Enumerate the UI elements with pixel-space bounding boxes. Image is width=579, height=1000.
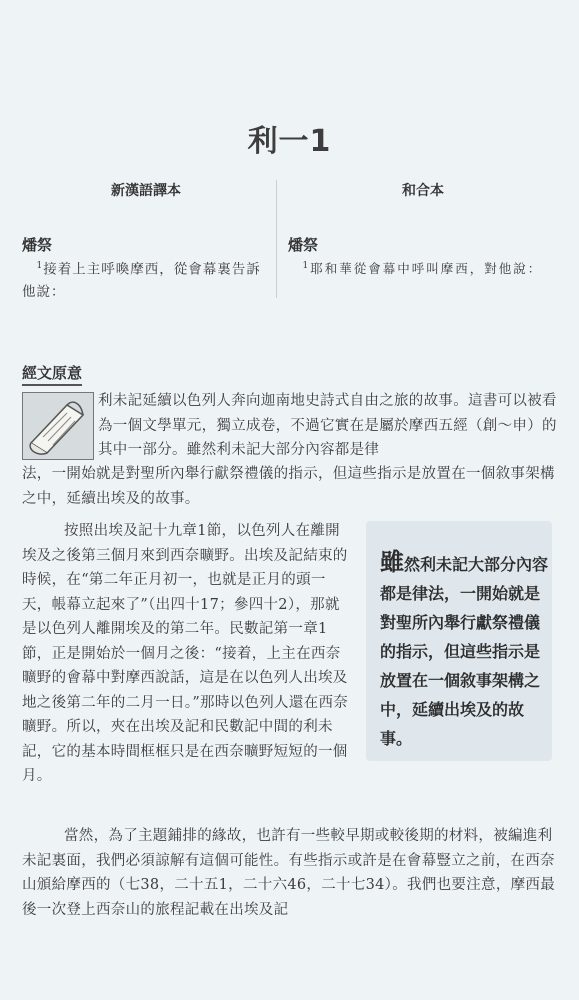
verse-right: [288, 255, 558, 280]
column-header-right: 和合本: [402, 183, 444, 199]
pullquote-dropcap: 雖: [380, 548, 404, 576]
pullquote: [380, 548, 548, 753]
verse-text-right: 耶和華從會幕中呼叫摩西，對他說：: [310, 261, 543, 277]
pullquote-text: 然利未記大部分內容都是律法，一開始就是對聖所內舉行獻祭禮儀的指示，但這些指示是放置在一個敘事架構之中，延續出埃及的故事。: [380, 555, 549, 748]
paragraph-1a: 利未記延續以色列人奔向迦南地史詩式自由之旅的故事。這書可以被看為一個文學單元，獨立成卷，不過它實在是屬於摩西五經（創～申）的其中一部分。雖然利未記大部分內容都是律: [98, 393, 557, 458]
section-title: 經文原意: [22, 362, 82, 386]
translation-column-right: [288, 180, 558, 280]
verse-left: [22, 255, 270, 303]
column-header-left: 新漢語譯本: [111, 183, 181, 199]
paragraph-1b: 法，一開始就是對聖所內舉行獻祭禮儀的指示，但這些指示是放置在一個敘事架構之中，延續出埃及的故事。: [22, 466, 555, 507]
column-divider: [276, 180, 277, 298]
scroll-icon: [22, 392, 94, 460]
section-heading-right: 燔祭: [288, 236, 319, 254]
verse-number-right: 1: [302, 261, 311, 271]
verse-text-left: 接着上主呼喚摩西，從會幕裏告訴他說：: [22, 261, 261, 300]
translation-column-left: [22, 180, 270, 303]
section-heading-left: 燔祭: [22, 236, 53, 254]
paragraph-3: 當然，為了主題鋪排的緣故，也許有一些較早期或較後期的材料，被編進利未記裏面，我們必須諒解有這個可能性。有些指示或許是在會幕豎立之前，在西奈山頒給摩西的（七38，二十五1，二十六46，二十七34）。我們也要注意，摩西最後一次登上西奈山的旅程記載在出埃及記: [22, 828, 556, 918]
paragraph-2: 按照出埃及記十九章1節，以色列人在離開埃及之後第三個月來到西奈曠野。出埃及記結束的時候，在“第二年正月初一，也就是正月的頭一天，帳幕立起來了”（出四十17；參四十2），那就是以色列人離開埃及的第二年。民數記第一章1節，正是開始於一個月之後：“接着，上主在西奈曠野的會幕中對摩西說話，這是在以色列人出埃及地之後第二年的二月一日。”那時以色列人還在西奈曠野。所以，夾在出埃及記和民數記中間的利未記，它的基本時間框框只是在西奈曠野短短的一個月。: [22, 523, 349, 784]
verse-number-left: 1: [36, 261, 44, 271]
chapter-title: 利一1: [247, 124, 332, 159]
